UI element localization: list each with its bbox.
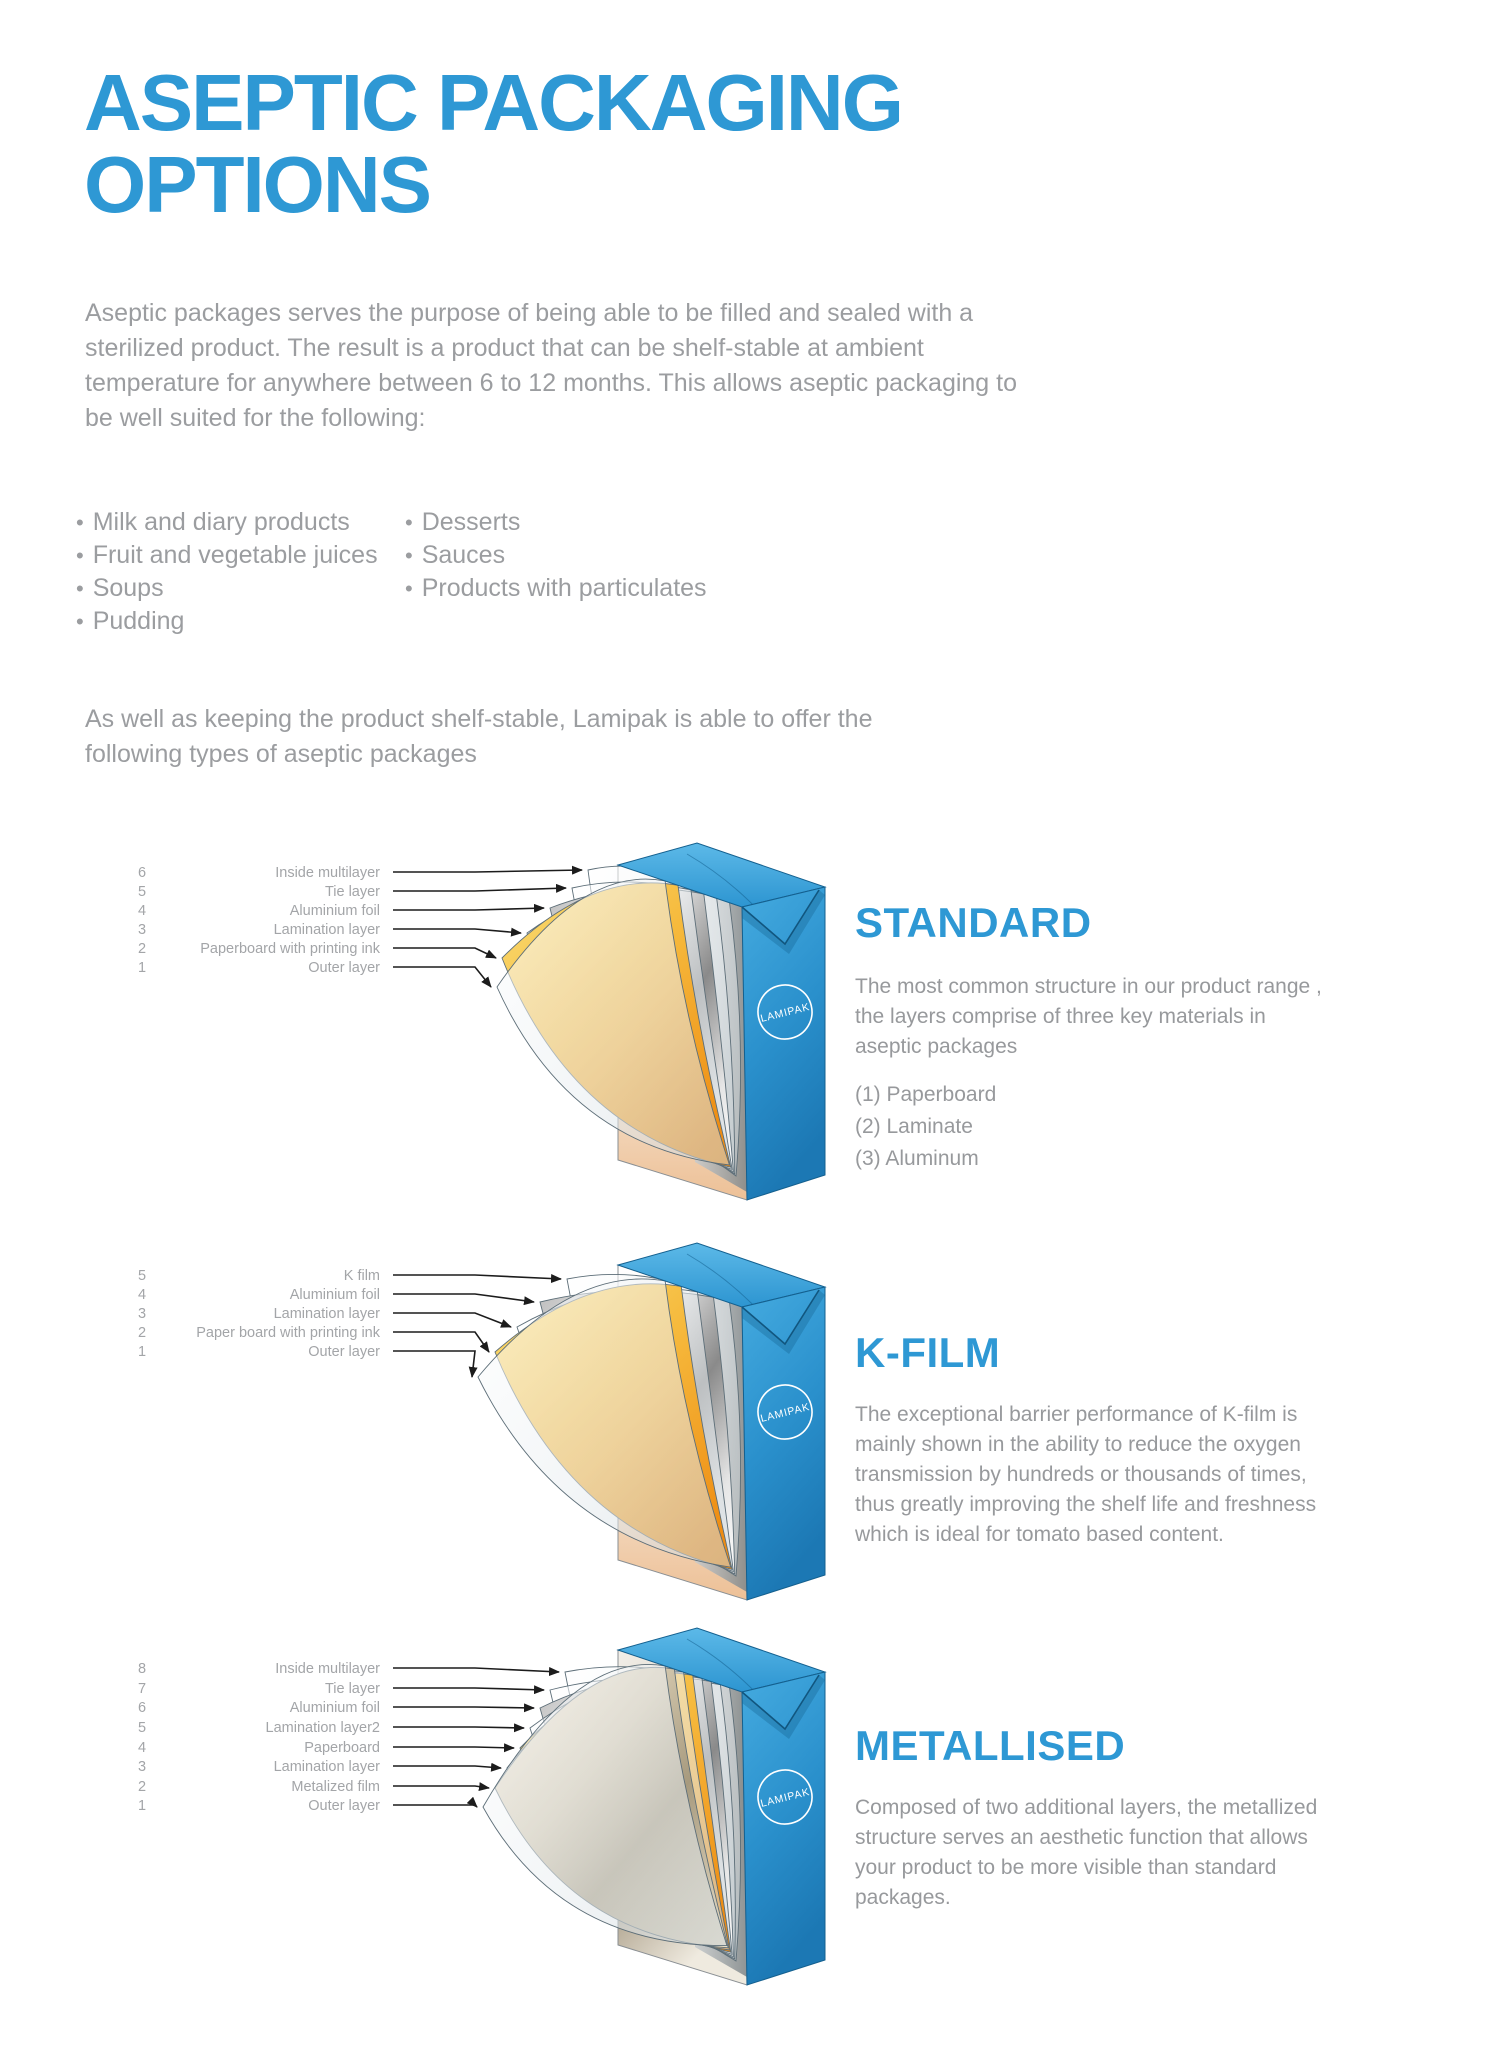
k-film-description: The exceptional barrier performance of K-film is mainly shown in the ability to reduce the oxygen transmission by hundreds or thousands of times, thus greatly improving the shelf life and freshness which is ideal for tomato based content. xyxy=(855,1403,1317,1546)
layer-number: 6 xyxy=(137,1700,147,1716)
layer-label: Lamination layer xyxy=(273,1306,380,1322)
layer-arrow xyxy=(393,929,521,933)
svg-text:LAMIPAK: LAMIPAK xyxy=(759,1001,812,1025)
metallised-title: METALLISED xyxy=(855,1722,1126,1769)
layer-arrow xyxy=(393,1668,559,1672)
layer-number: 5 xyxy=(137,1720,147,1736)
layer-number: 5 xyxy=(137,884,147,900)
layer-label: Paperboard xyxy=(304,1740,380,1756)
layer-number: 4 xyxy=(137,903,147,919)
k-film-package-diagram xyxy=(85,1240,855,1625)
page-title-line1: ASEPTIC PACKAGING xyxy=(84,58,902,147)
metallised-section xyxy=(0,1625,1499,2048)
standard-package-diagram xyxy=(85,840,855,1238)
layer-label: K film xyxy=(343,1268,380,1284)
list-item: • Products with particulates xyxy=(405,572,825,605)
layer-number: 2 xyxy=(137,1325,147,1341)
layer-label: Aluminium foil xyxy=(289,1287,380,1303)
layer-number: 4 xyxy=(137,1740,147,1756)
lead-paragraph: As well as keeping the product shelf-stable, Lamipak is able to offer the following types of aseptic packages xyxy=(85,705,873,768)
carton-side-face xyxy=(742,1287,825,1600)
layer-arrow xyxy=(393,1275,561,1279)
layer-label: Tie layer xyxy=(324,884,380,900)
layer-arrow xyxy=(393,870,582,872)
layer-arrow xyxy=(393,948,496,958)
layer-arrow xyxy=(393,1747,514,1748)
carton-side-face xyxy=(742,1672,825,1985)
layer-number: 1 xyxy=(137,960,147,976)
layer-label: Tie layer xyxy=(324,1681,380,1697)
list-item: • Pudding xyxy=(76,605,406,638)
list-item: • Sauces xyxy=(405,539,825,572)
k-film-title: K-FILM xyxy=(855,1329,1001,1376)
page-title-line2: OPTIONS xyxy=(84,140,431,229)
layer-label: Metalized film xyxy=(291,1779,380,1795)
svg-text:LAMIPAK: LAMIPAK xyxy=(759,1401,812,1425)
list-item: • Fruit and vegetable juices xyxy=(76,539,406,572)
k-film-section xyxy=(0,1240,1499,1625)
metallised-package-diagram xyxy=(85,1625,855,2048)
layer-label: Aluminium foil xyxy=(289,903,380,919)
layer-number: 1 xyxy=(137,1798,147,1814)
layer-arrow xyxy=(393,1313,511,1327)
list-item: • Soups xyxy=(76,572,406,605)
layer-arrow xyxy=(393,908,544,910)
layer-label: Paper board with printing ink xyxy=(196,1325,380,1341)
material-item: (1) Paperboard xyxy=(855,1083,997,1106)
layer-label: Lamination layer2 xyxy=(265,1720,380,1736)
layer-number: 1 xyxy=(137,1344,147,1360)
layer-number: 7 xyxy=(137,1681,147,1697)
layer-number: 5 xyxy=(137,1268,147,1284)
layer-number: 6 xyxy=(137,865,147,881)
layer-number: 3 xyxy=(137,1306,147,1322)
layer-arrow xyxy=(393,1351,475,1377)
layer-arrow xyxy=(393,1727,524,1728)
list-item: • Milk and diary products xyxy=(76,506,406,539)
layer-label: Outer layer xyxy=(308,1344,380,1360)
layer-number: 4 xyxy=(137,1287,147,1303)
layer-number: 2 xyxy=(137,941,147,957)
standard-description: The most common structure in our product range , the layers comprise of three key materials in aseptic packages xyxy=(855,975,1322,1058)
intro-paragraph: Aseptic packages serves the purpose of being able to be filled and sealed with a sterilized product. The result is a product that can be shelf-stable at ambient temperature for anywhere between 6 to 12 months. This allows aseptic packaging to be well suited for the following: xyxy=(85,299,1018,432)
standard-section xyxy=(0,840,1499,1240)
product-list-column-1 xyxy=(76,506,406,638)
list-item: • Desserts xyxy=(405,506,825,539)
svg-text:LAMIPAK: LAMIPAK xyxy=(759,1786,812,1810)
layer-arrow xyxy=(393,1805,477,1807)
layer-number: 8 xyxy=(137,1661,147,1677)
layer-arrow xyxy=(393,888,566,891)
layer-arrow xyxy=(393,1688,544,1690)
layer-arrow xyxy=(393,1707,534,1708)
material-item: (2) Laminate xyxy=(855,1115,973,1138)
layer-label: Outer layer xyxy=(308,1798,380,1814)
material-item: (3) Aluminum xyxy=(855,1147,979,1170)
layer-arrow xyxy=(393,1332,489,1352)
layer-label: Outer layer xyxy=(308,960,380,976)
metallised-description: Composed of two additional layers, the metallized structure serves an aesthetic function that allows your product to be more visible than standard packages. xyxy=(855,1796,1318,1909)
layer-label: Lamination layer xyxy=(273,922,380,938)
layer-label: Aluminium foil xyxy=(289,1700,380,1716)
layer-arrow xyxy=(393,1766,501,1768)
layer-number: 3 xyxy=(137,922,147,938)
layer-number: 3 xyxy=(137,1759,147,1775)
layer-arrow xyxy=(393,967,491,987)
standard-title: STANDARD xyxy=(855,899,1092,946)
layer-label: Inside multilayer xyxy=(275,1661,380,1677)
layer-label: Inside multilayer xyxy=(275,865,380,881)
carton-side-face xyxy=(742,887,825,1200)
layer-number: 2 xyxy=(137,1779,147,1795)
layer-label: Lamination layer xyxy=(273,1759,380,1775)
product-list-column-2 xyxy=(405,506,825,605)
standard-materials xyxy=(855,1080,1325,1176)
layer-arrow xyxy=(393,1294,534,1302)
layer-arrow xyxy=(393,1786,489,1788)
page-title xyxy=(84,58,902,229)
layer-label: Paperboard with printing ink xyxy=(200,941,380,957)
